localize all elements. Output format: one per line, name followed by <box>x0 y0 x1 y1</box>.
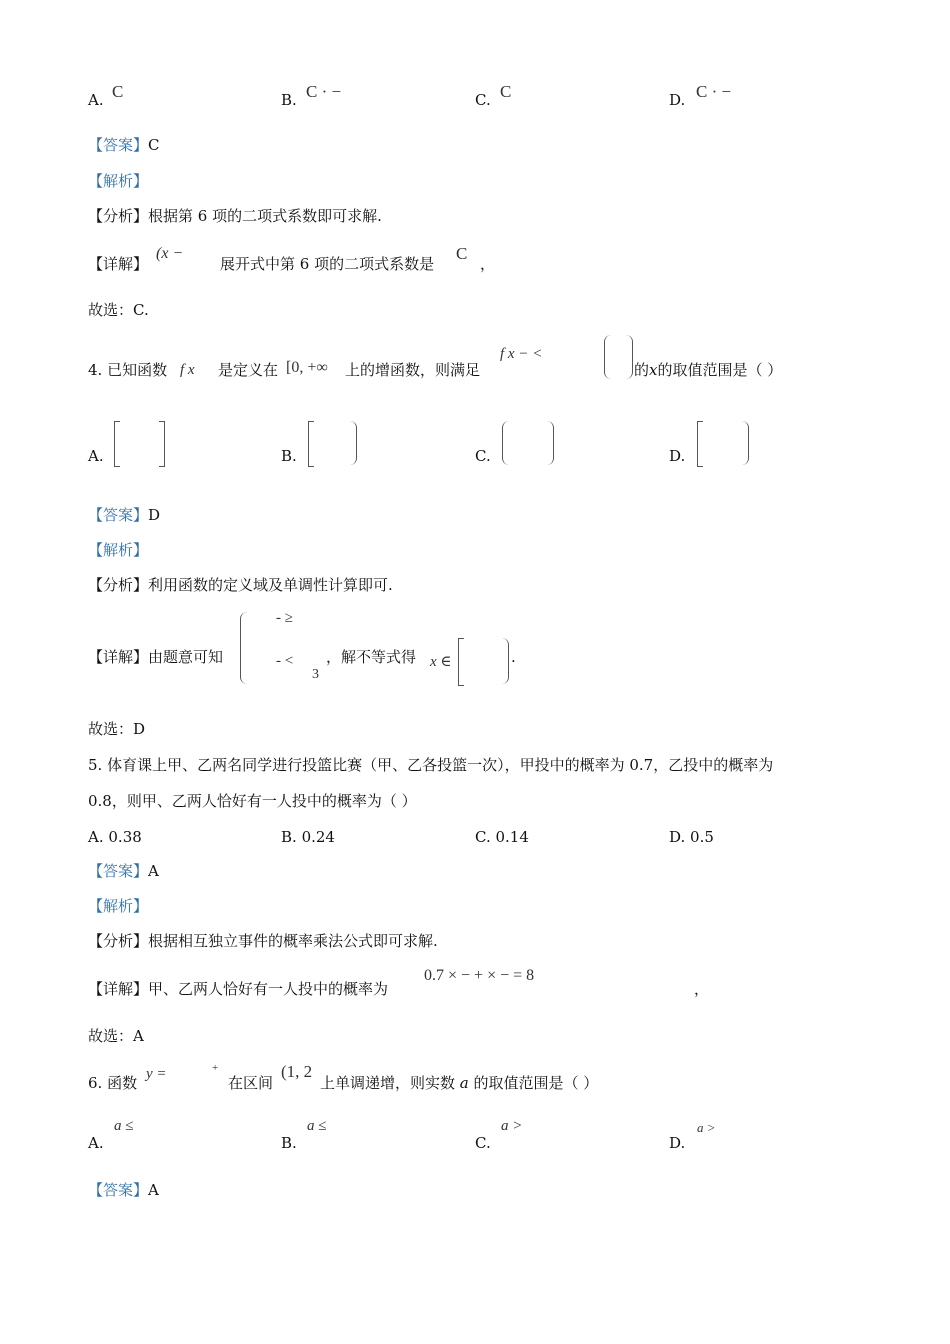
q4-option-c-paren-left <box>502 421 509 465</box>
q4-stem-a: 4. 已知函数 <box>88 361 168 379</box>
q6-option-c: C. <box>475 1134 491 1152</box>
q6-y: y = <box>146 1066 167 1082</box>
q6-option-a: A. <box>88 1134 104 1152</box>
q4-detail-a: 【详解】由题意可知 <box>88 648 224 666</box>
q4-option-c: C. <box>475 447 491 465</box>
q4-option-b: B. <box>281 447 297 465</box>
q5-stem-line2: 0.8，则甲、乙两人恰好有一人投中的概率为（ ） <box>88 792 417 810</box>
q5-option-b: B. 0.24 <box>281 828 335 846</box>
q3-detail-formula: (x − <box>156 245 184 262</box>
q3-option-b-formula: C · − <box>306 82 342 101</box>
q6-option-c-formula: a > <box>501 1118 523 1134</box>
q4-interval: [0, +∞ <box>286 359 328 376</box>
q6-option-d: D. <box>669 1134 686 1152</box>
q4-cond-paren-left <box>604 335 611 379</box>
q4-option-a: A. <box>88 447 104 465</box>
q6-option-b-formula: a ≤ <box>307 1118 327 1134</box>
q3-detail-end: ， <box>480 255 496 273</box>
q3-option-a: A. <box>88 91 104 109</box>
q4-option-d-paren-right <box>742 421 749 465</box>
q4-option-d: D. <box>669 447 686 465</box>
q4-stem-c: 上的增函数，则满足 <box>345 361 481 379</box>
q3-detail-text: 展开式中第 6 项的二项式系数是 <box>220 255 435 273</box>
q4-analysis-tag: 【解析】 <box>88 541 149 559</box>
q6-stem-a: 6. 函数 <box>88 1074 138 1092</box>
q5-option-c: C. 0.14 <box>475 828 529 846</box>
q4-option-d-bracket-left <box>697 421 703 467</box>
q3-answer: 【答案】C <box>88 136 160 154</box>
q6-option-b: B. <box>281 1134 297 1152</box>
q4-detail-end: . <box>511 648 516 666</box>
q3-option-d: D. <box>669 91 686 109</box>
q5-calc: 0.7 × − + × − = 8 <box>424 967 535 984</box>
q5-fenxi: 【分析】根据相互独立事件的概率乘法公式即可求解. <box>88 932 438 950</box>
q6-option-a-formula: a ≤ <box>114 1118 134 1134</box>
q3-option-b: B. <box>281 91 297 109</box>
q4-conclusion: 故选：D <box>88 720 146 738</box>
q4-option-b-bracket-left <box>308 421 314 467</box>
q4-result-paren-right <box>502 638 509 684</box>
q5-answer: 【答案】A <box>88 862 159 880</box>
q4-option-a-bracket-right <box>159 421 165 467</box>
q5-option-d: D. 0.5 <box>669 828 714 846</box>
q3-option-a-formula: C <box>112 82 124 101</box>
q4-condition: f x − < <box>500 346 543 362</box>
q4-answer: 【答案】D <box>88 506 161 524</box>
q6-answer: 【答案】A <box>88 1181 159 1199</box>
q5-analysis-tag: 【解析】 <box>88 897 149 915</box>
q3-analysis-tag: 【解析】 <box>88 172 149 190</box>
q4-option-c-paren-right <box>547 421 554 465</box>
q4-option-a-bracket-left <box>114 421 120 467</box>
q4-fenxi: 【分析】利用函数的定义域及单调性计算即可. <box>88 576 393 594</box>
q3-detail-tag: 【详解】 <box>88 255 149 273</box>
q6-plus: + <box>212 1062 219 1074</box>
q3-option-c-formula: C <box>500 82 512 101</box>
q4-system-line3: 3 <box>312 667 319 682</box>
q6-interval: (1, 2 <box>281 1062 313 1081</box>
q3-option-d-formula: C · − <box>696 82 732 101</box>
q4-system-brace <box>240 612 247 684</box>
q3-fenxi: 【分析】根据第 6 项的二项式系数即可求解. <box>88 207 382 225</box>
q4-stem-d: 的x的取值范围是（ ） <box>634 361 783 379</box>
q4-cond-paren-right <box>626 335 633 379</box>
q4-fx: f x <box>180 362 195 378</box>
q4-detail-b: ，解不等式得 <box>326 648 417 666</box>
q3-conclusion: 故选：C. <box>88 301 149 319</box>
q5-detail: 【详解】甲、乙两人恰好有一人投中的概率为 <box>88 980 389 998</box>
q4-stem-b: 是定义在 <box>218 361 279 379</box>
q4-result-bracket-left <box>458 638 464 686</box>
q6-option-d-formula: a > <box>697 1120 716 1135</box>
q5-conclusion: 故选：A <box>88 1027 144 1045</box>
q4-system-line1: - ≥ <box>276 610 293 626</box>
q6-stem-c: 上单调递增，则实数 a 的取值范围是（ ） <box>320 1074 599 1092</box>
q5-stem-line1: 5. 体育课上甲、乙两名同学进行投篮比赛（甲、乙各投篮一次），甲投中的概率为 0.7，乙投中的概率为 <box>88 756 774 774</box>
q5-option-a: A. 0.38 <box>88 828 142 846</box>
q4-x-in: x ∈ <box>430 654 452 670</box>
q4-system-line2: - < <box>276 653 294 669</box>
q5-detail-end: ， <box>694 980 710 998</box>
q4-option-b-paren-right <box>350 421 357 465</box>
q3-detail-formula2: C <box>456 244 468 263</box>
q3-option-c: C. <box>475 91 491 109</box>
q6-stem-b: 在区间 <box>228 1074 274 1092</box>
